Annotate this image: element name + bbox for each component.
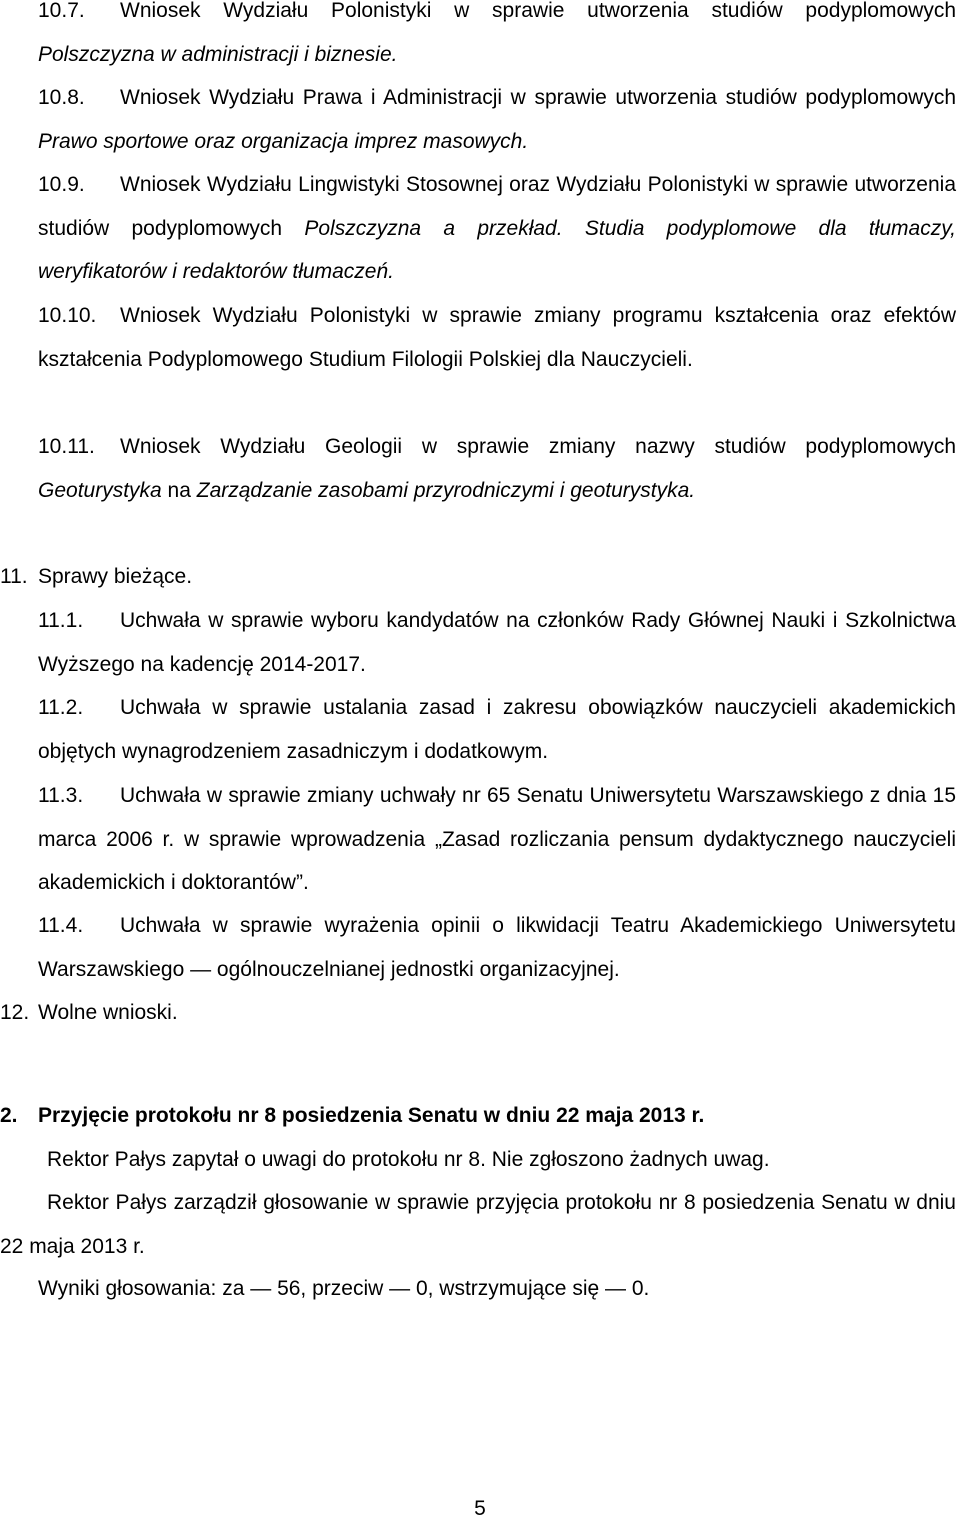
item-number: 11. <box>0 565 28 588</box>
agenda-item-11 <box>0 555 956 599</box>
item-text: Uchwała w sprawie wyrażenia opinii o likwidacji Teatru Akademickiego Uniwersytetu Warszawskiego — ogólnouczelnianej jednostki organizacyjnej. <box>38 914 956 981</box>
item-number: 10.7. <box>38 0 85 22</box>
agenda-item-10-7 <box>38 0 956 76</box>
item-text: Wniosek Wydziału Prawa i Administracji w sprawie utworzenia studiów podyplomowych <box>120 86 956 109</box>
item-text: Wniosek Wydziału Polonistyki w sprawie utworzenia studiów podyplomowych <box>120 0 956 22</box>
item-number: 10.9. <box>38 173 85 196</box>
item-number: 10.11. <box>38 435 95 458</box>
agenda-item-10-10 <box>38 294 956 381</box>
agenda-item-11-3 <box>38 774 956 905</box>
agenda-item-12 <box>0 991 956 1035</box>
agenda-item-11-2 <box>38 686 956 773</box>
item-number: 12. <box>0 1001 30 1024</box>
item-text-italic: Geoturystyka <box>38 478 162 502</box>
section-number: 2. <box>0 1104 18 1127</box>
item-number: 10.10. <box>38 304 97 327</box>
item-text: Wniosek Wydziału Lingwistyki Stosownej oraz Wydziału Polonistyki w sprawie utworzenia studiów podyplomowych <box>38 173 956 240</box>
item-text: Uchwała w sprawie wyboru kandydatów na członków Rady Głównej Nauki i Szkolnictwa Wyższego na kadencję 2014-2017. <box>38 609 956 676</box>
paragraph-vote-order <box>0 1181 956 1268</box>
agenda-item-11-1 <box>38 599 956 686</box>
paragraph-vote-results: Wyniki głosowania: za — 56, przeciw — 0, wstrzymujące się — 0. <box>38 1277 650 1300</box>
item-text-italic: Prawo sportowe oraz organizacja imprez masowych. <box>38 129 529 153</box>
paragraph-text: Rektor Pałys zarządził głosowanie w sprawie przyjęcia protokołu nr 8 posiedzenia Senatu w dniu 22 maja 2013 r. <box>0 1191 956 1258</box>
item-text: Wniosek Wydziału Polonistyki w sprawie zmiany programu kształcenia oraz efektów kształcenia Podyplomowego Studium Filologii Polskiej dla Nauczycieli. <box>38 304 956 371</box>
item-text-italic: Zarządzanie zasobami przyrodniczymi i geoturystyka. <box>196 478 696 502</box>
agenda-item-11-4 <box>38 904 956 991</box>
item-text: Uchwała w sprawie ustalania zasad i zakresu obowiązków nauczycieli akademickich objętych wynagrodzeniem zasadniczym i dodatkowym. <box>38 696 956 763</box>
item-text: Wolne wnioski. <box>38 1001 178 1024</box>
item-text-italic: Polszczyzna a przekład. Studia podyplomowe dla tłumaczy, weryfikatorów i redaktorów tłumaczeń. <box>38 216 956 283</box>
agenda-item-10-8 <box>38 76 956 163</box>
item-number: 11.2. <box>38 696 84 719</box>
section-heading <box>0 1094 956 1138</box>
agenda-item-10-11 <box>38 425 956 512</box>
item-number: 11.1. <box>38 609 84 632</box>
item-text: Sprawy bieżące. <box>38 565 193 588</box>
paragraph-remarks: Rektor Pałys zapytał o uwagi do protokołu nr 8. Nie zgłoszono żadnych uwag. <box>47 1148 770 1171</box>
item-text: Uchwała w sprawie zmiany uchwały nr 65 Senatu Uniwersytetu Warszawskiego z dnia 15 marca 2006 r. w sprawie wprowadzenia „Zasad rozliczania pensum dydaktycznego nauczycieli akademickich i doktorantów”. <box>38 784 956 894</box>
section-title: Przyjęcie protokołu nr 8 posiedzenia Senatu w dniu 22 maja 2013 r. <box>38 1104 705 1127</box>
item-number: 10.8. <box>38 86 85 109</box>
item-text-italic: Polszczyzna w administracji i biznesie. <box>38 42 398 66</box>
page-number: 5 <box>474 1497 486 1520</box>
item-text: na <box>161 478 197 502</box>
item-text: Wniosek Wydziału Geologii w sprawie zmiany nazwy studiów podyplomowych <box>120 435 956 458</box>
item-number: 11.3. <box>38 784 84 807</box>
agenda-item-10-9 <box>38 163 956 294</box>
item-number: 11.4. <box>38 914 84 937</box>
